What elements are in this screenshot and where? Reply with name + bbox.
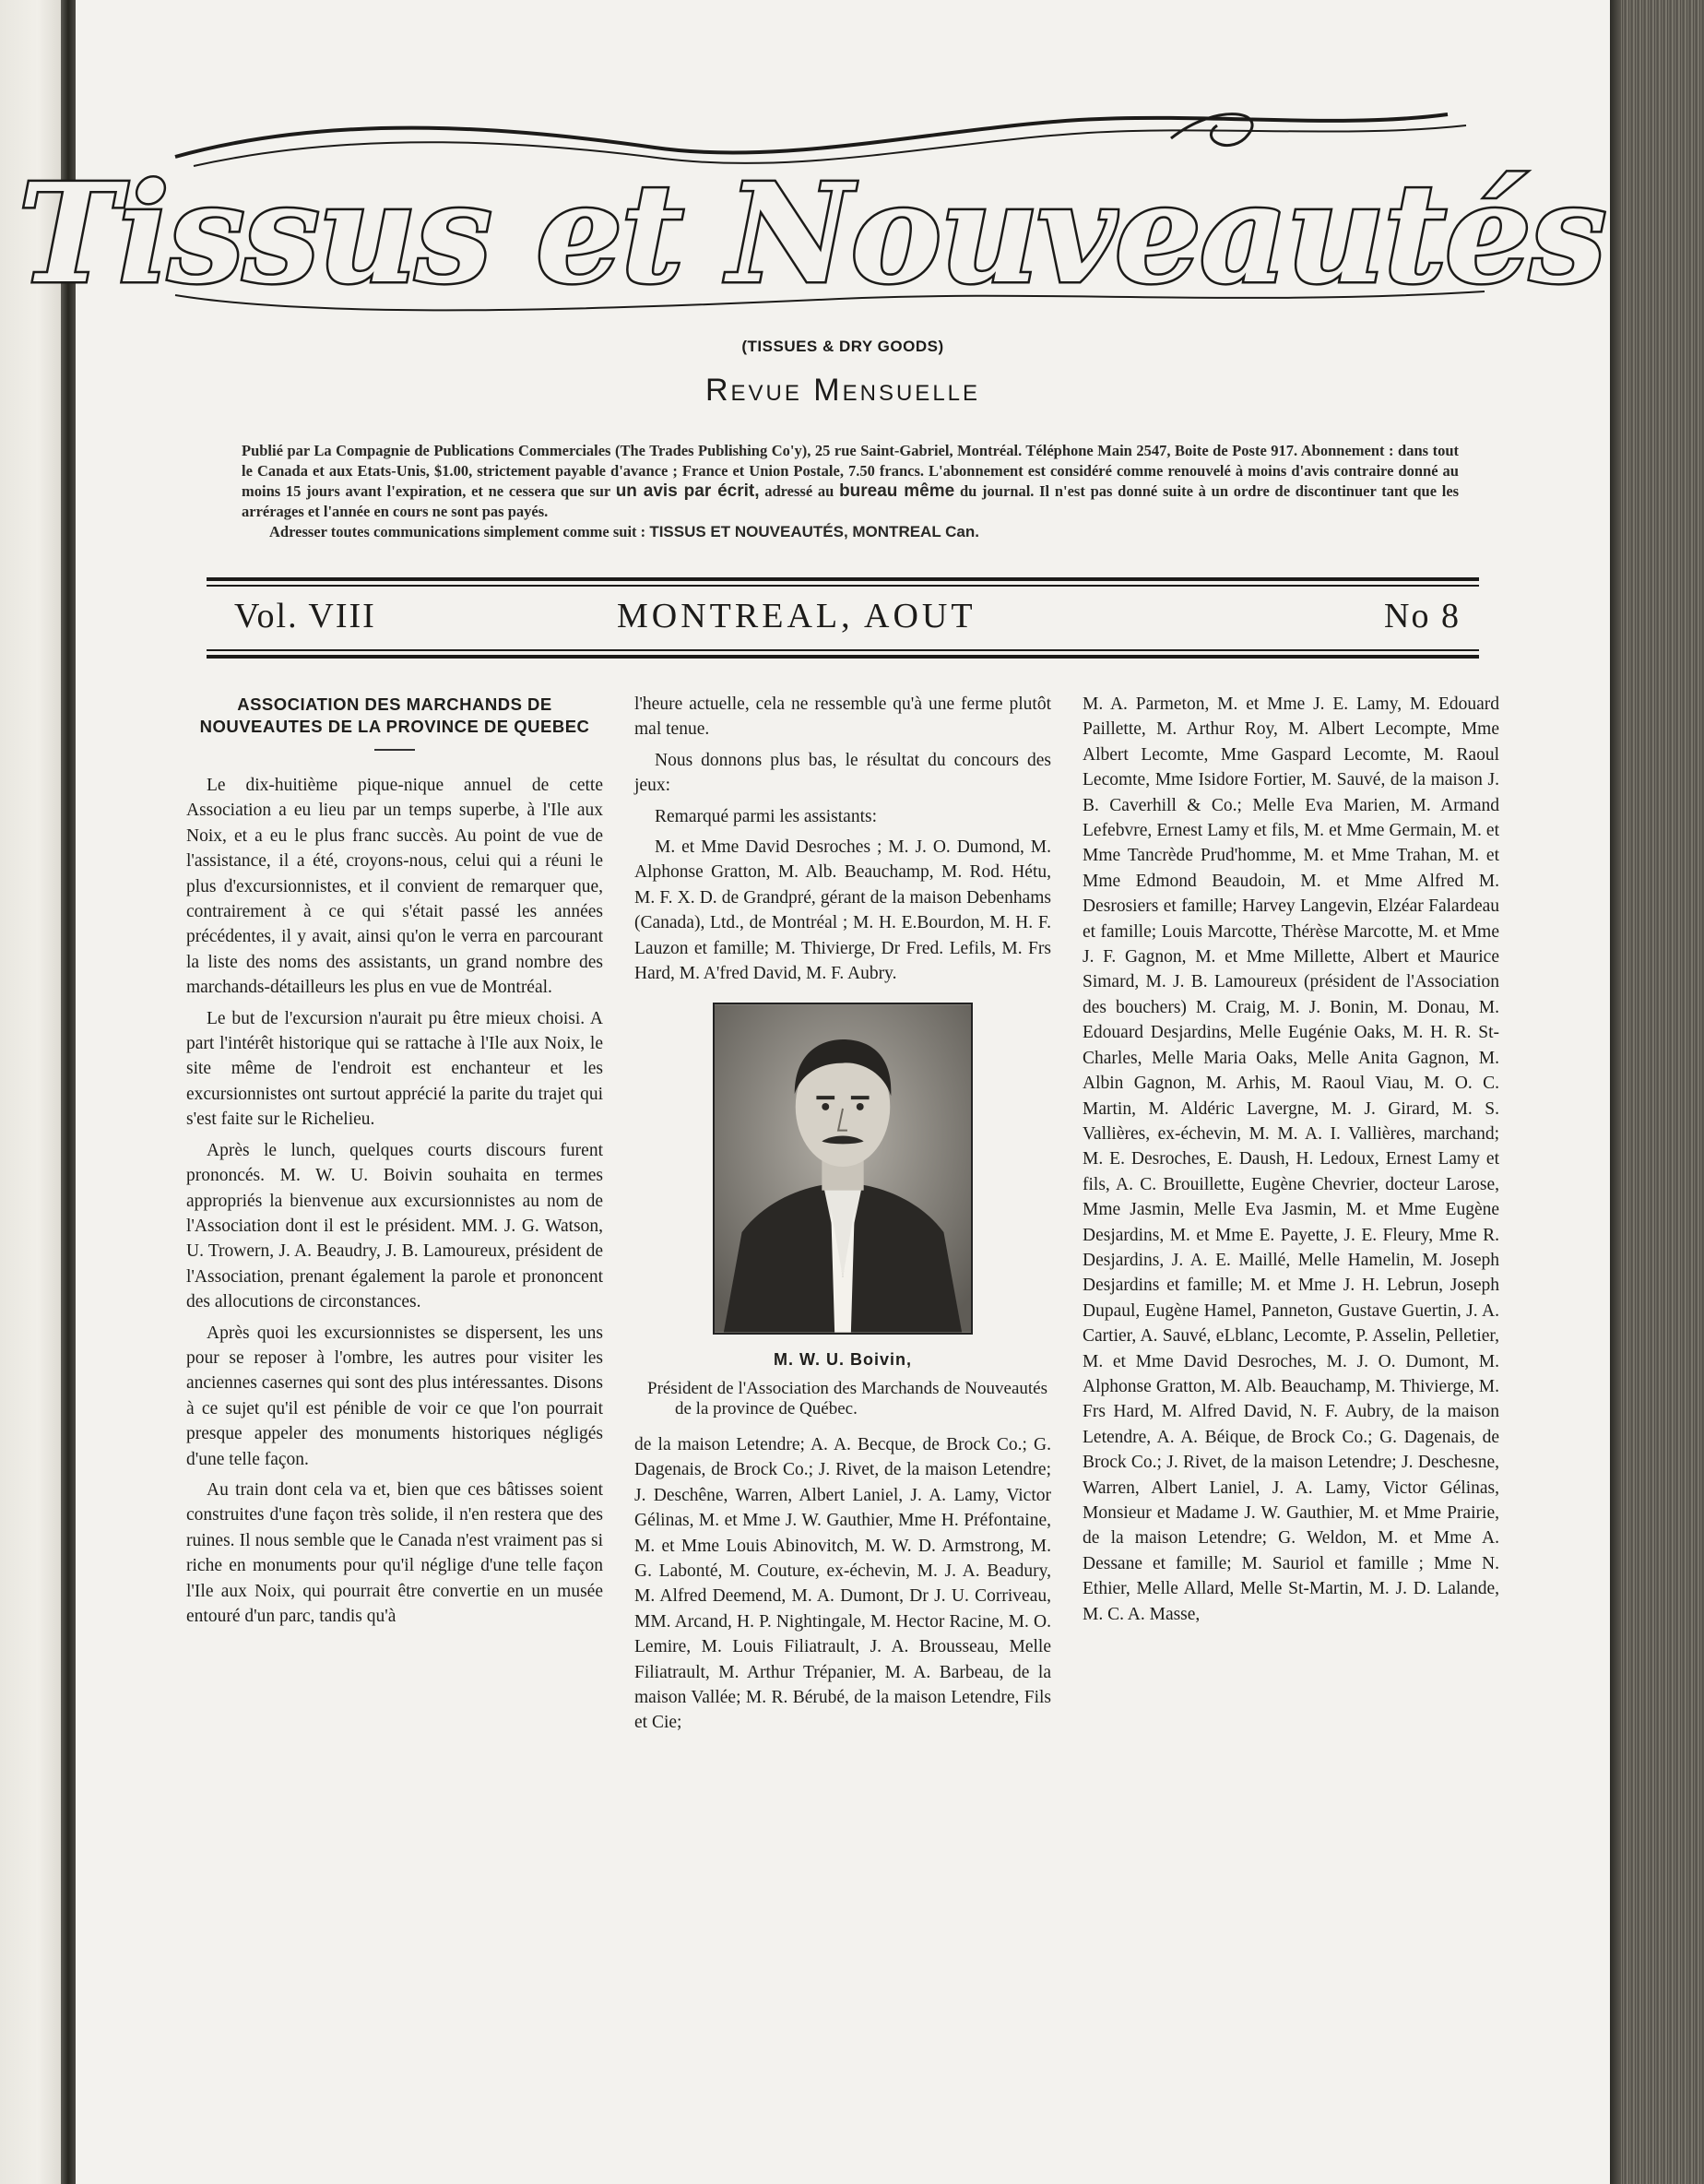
header-rule-thin-bottom bbox=[207, 649, 1479, 651]
article-column-3 bbox=[1083, 692, 1499, 1632]
masthead-revue: Revue Mensuelle bbox=[704, 373, 981, 408]
pubinfo-part1: Publié par La Compagnie de Publications Commerciales (The Trades Publishing Co'y), 25 rue Saint-Gabriel, Montréal. Téléphone Main 2547, Boite de Poste 917. Abonnement : dans tout le Canada et aux Etats-Unis, $1.00, strictement payable d'avance ; France et Union Postale, 7.50 francs. L'abonnement est considéré comme renouvelé à moins d'avis contraire donné au moins 15 jours avant l'expiration, et ne cessera que sur bbox=[242, 442, 1459, 500]
publication-info bbox=[242, 441, 1459, 542]
col2-paragraph: l'heure actuelle, cela ne ressemble qu'à une ferme plutôt mal tenue. bbox=[634, 694, 1051, 740]
issue-number: No 8 bbox=[1384, 597, 1461, 635]
col2-paragraph: M. et Mme David Desroches ; M. J. O. Dumond, M. Alphonse Gratton, M. Alb. Beauchamp, M. Rod. Hétu, M. F. X. D. de Grandpré, gérant de la maison Debenhams (Canada), Ltd., de Montréal ; M. H. E.Bourdon, M. H. F. Lauzon et famille; M. Thivierge, Dr Fred. Lefils, M. Frs Hard, M. A'fred David, M. F. Aubry. bbox=[634, 837, 1051, 984]
pubinfo-part3: du journal. Il n'est pas donné suite à un ordre de discontinuer tant que les arrérages et l'année en cours ne sont pas payés. bbox=[242, 482, 1460, 520]
facing-page-edge bbox=[0, 0, 63, 2184]
issue-city-month: MONTREAL, AOUT bbox=[617, 597, 976, 635]
masthead-title: Tissus et Nouveautés bbox=[18, 153, 1605, 314]
book-page-stack bbox=[1610, 0, 1704, 2184]
col2-paragraph: Remarqué parmi les assistants: bbox=[655, 806, 877, 826]
pubinfo-part4: Adresser toutes communications simplement comme suit : bbox=[269, 523, 646, 540]
col1-paragraph: Après quoi les excursionnistes se dispersent, les uns pour se reposer à l'ombre, les autres pour visiter les anciennes casernes qui sont des plus intéressantes. Disons à ce sujet qu'il est pénible de voir ce que l'on pourrait presque appeler des monuments historiques négligés d'une telle façon. bbox=[186, 1323, 603, 1469]
pubinfo-address: TISSUS ET NOUVEAUTÉS, MONTREAL Can. bbox=[649, 523, 979, 540]
col2-paragraph: Nous donnons plus bas, le résultat du concours des jeux: bbox=[634, 750, 1051, 796]
col3-paragraph: M. A. Parmeton, M. et Mme J. E. Lamy, M. Edouard Paillette, M. Arthur Roy, M. Albert Lecompte, Mme Albert Lecomte, Mme Gaspard Lecomte, M. Raoul Lecomte, Mme Isidore Fortier, M. Sauvé, de la maison J. B. Caverhill & Co.; Melle Eva Marien, M. Armand Lefebvre, Ernest Lamy et fils, M. et Mme Germain, M. et Mme Tancrède Prud'homme, M. et Mme Trahan, M. et Mme Edmond Beaudoin, M. et Mme Alfred M. Desrosiers et famille; Harvey Langevin, Elzéar Falardeau et famille; Louis Marcotte, Thérèse Marcotte, M. et Mme J. F. Gagnon, M. et Mme Millette, Albert et Maurice Simard, M. J. B. Lamoureux (président de l'Association des bouchers) M. Craig, M. J. Bonin, M. Donau, M. Edouard Desjardins, Melle Eugénie Oaks, M. H. R. St-Charles, Melle Maria Oaks, Melle Anita Gagnon, M. Albin Gagnon, M. Arhis, M. Raoul Viau, M. O. C. Martin, M. Aldéric Lavergne, M. J. Girard, M. S. Vallières, ex-échevin, M. M. A. I. Vallières, marchand; M. E. Desroches, E. Daush, H. Ledoux, Ernest Lamy et fils, A. C. Brouillette, Eugène Chevrier, docteur Larose, Mme Jasmin, Melle Eva Jasmin, M. et Mme Eugène Desjardins, M. et Mme E. Payette, J. E. Fleury, Mme R. Desjardins, J. A. E. Maillé, Melle Hamelin, M. Joseph Desjardins et famille; M. et Mme J. H. Lebrun, Joseph Dupaul, Eugène Hamel, Panneton, Gustave Guertin, J. A. Cartier, A. Sauvé, eLblanc, Lecomte, P. Asselin, Pelletier, M. et Mme David Desroches, M. J. O. Dumont, M. Alphonse Gratton, M. Alb. Beauchamp, M. Thivierge, M. Frs Hard, M. Alfred David, N. F. Aubry, de la maison Letendre, A. A. Béique, de Brock Co.; G. Dagenais, de Brock Co.; J. Rivet, de la maison Letendre; J. Deschesne, Warren, Albert Laniel, J. A. Lamy, Victor Gélinas, Monsieur et Madame J. W. Gauthier, M. et Mme Prairie, de la maison Letendre; G. Weldon, M. et Mme A. Dessane et famille; M. Sauriol et famille ; Mme N. Ethier, Melle Allard, Melle St-Martin, M. J. D. Lalande, M. C. A. Masse, bbox=[1083, 694, 1499, 1624]
pubinfo-address-line bbox=[242, 522, 1459, 542]
col1-paragraph: Le but de l'excursion n'aurait pu être mieux choisi. A part l'intérêt historique qui se rattache à l'Ile aux Noix, le site même de l'endroit est enchanteur et les excursionnistes ont surtout apprécié la parite du trajet qui s'est faite sur le Richelieu. bbox=[186, 1008, 603, 1130]
masthead-logo-graphic bbox=[18, 101, 1605, 332]
article-column-2 bbox=[634, 692, 1051, 1741]
book-gutter bbox=[61, 0, 76, 2184]
col1-paragraph: Le dix-huitième pique-nique annuel de cette Association a eu lieu par un temps superbe, à l'Ile aux Noix, et a eu le plus franc succès. Au point de vue de l'assistance, il a été, croyons-nous, celui qui a réuni le plus d'excursionnistes, et il convient de remarquer que, contrairement à ce qui s'était passé les années précédentes, il y avait, ainsi qu'on le verra en parcourant la liste des noms des assistants, un grand nombre des marchands-détailleurs les plus en vue de Montréal. bbox=[186, 776, 603, 998]
portrait-illustration bbox=[715, 1004, 971, 1333]
masthead-logo bbox=[18, 101, 1605, 332]
header-rule-thin-top bbox=[207, 585, 1479, 587]
portrait-caption-name: M. W. U. Boivin, bbox=[774, 1350, 912, 1370]
portrait-photo bbox=[713, 1003, 973, 1335]
pubinfo-emphasis-office: bureau même bbox=[839, 481, 955, 501]
masthead-subtitle: (TISSUES & DRY GOODS) bbox=[741, 338, 944, 355]
col1-paragraph: Au train dont cela va et, bien que ces bâtisses soient construites d'une façon très solide, il n'en restera que des ruines. Il nous semble que le Canada n'est vraiment pas si riche en monuments pour qu'il néglige d'une telle façon l'Ile aux Noix, qui pourrait être convertie en un musée entouré d'un parc, tandis qu'à bbox=[186, 1479, 603, 1626]
heading-divider bbox=[374, 749, 415, 751]
pubinfo-emphasis-written-notice: un avis par écrit, bbox=[615, 481, 760, 501]
col1-paragraph: Après le lunch, quelques courts discours furent prononcés. M. W. U. Boivin souhaita en termes appropriés la bienvenue aux excursionnistes au nom de l'Association dont il est le président. MM. J. G. Watson, U. Trowern, J. A. Beaudry, J. B. Lamoureux, président de l'Association, prenant également la parole et prononcent des allocutions de circonstances. bbox=[186, 1140, 603, 1312]
issue-line bbox=[207, 596, 1479, 642]
issue-volume: Vol. VIII bbox=[234, 597, 376, 635]
article-heading: ASSOCIATION DES MARCHANDS DE NOUVEAUTES DE LA PROVINCE DE QUEBEC bbox=[199, 694, 590, 736]
portrait-figure bbox=[713, 1003, 973, 1335]
article-column-1 bbox=[186, 692, 603, 1634]
portrait-caption bbox=[634, 1379, 1051, 1419]
col2-paragraph: de la maison Letendre; A. A. Becque, de Brock Co.; G. Dagenais, de Brock Co.; J. Rivet, de la maison Letendre; J. Deschêne, Warren, Albert Laniel, J. A. Lamy, Victor Gélinas, M. et Mme J. W. Gauthier, Mme H. Préfontaine, M. et Mme Louis Abinovitch, M. W. D. Armstrong, M. G. Labonté, M. Couture, ex-échevin, M. J. A. Beadury, M. Alfred Deemend, M. A. Dumont, Dr J. U. Corriveau, MM. Arcand, H. P. Nightingale, M. Hector Racine, M. O. Lemire, M. Louis Filiatrault, J. A. Brousseau, Melle Filiatrault, M. Arthur Trépanier, M. A. Barbeau, de la maison Vallée; M. R. Bérubé, de la maison Letendre, Fils et Cie; bbox=[634, 1434, 1051, 1733]
header-rule-thick-top bbox=[207, 577, 1479, 581]
portrait-caption-text: Président de l'Association des Marchands de Nouveautés de la province de Québec. bbox=[647, 1378, 1047, 1418]
header-rule-thick-bottom bbox=[207, 655, 1479, 659]
pubinfo-part2: adressé au bbox=[764, 482, 834, 500]
